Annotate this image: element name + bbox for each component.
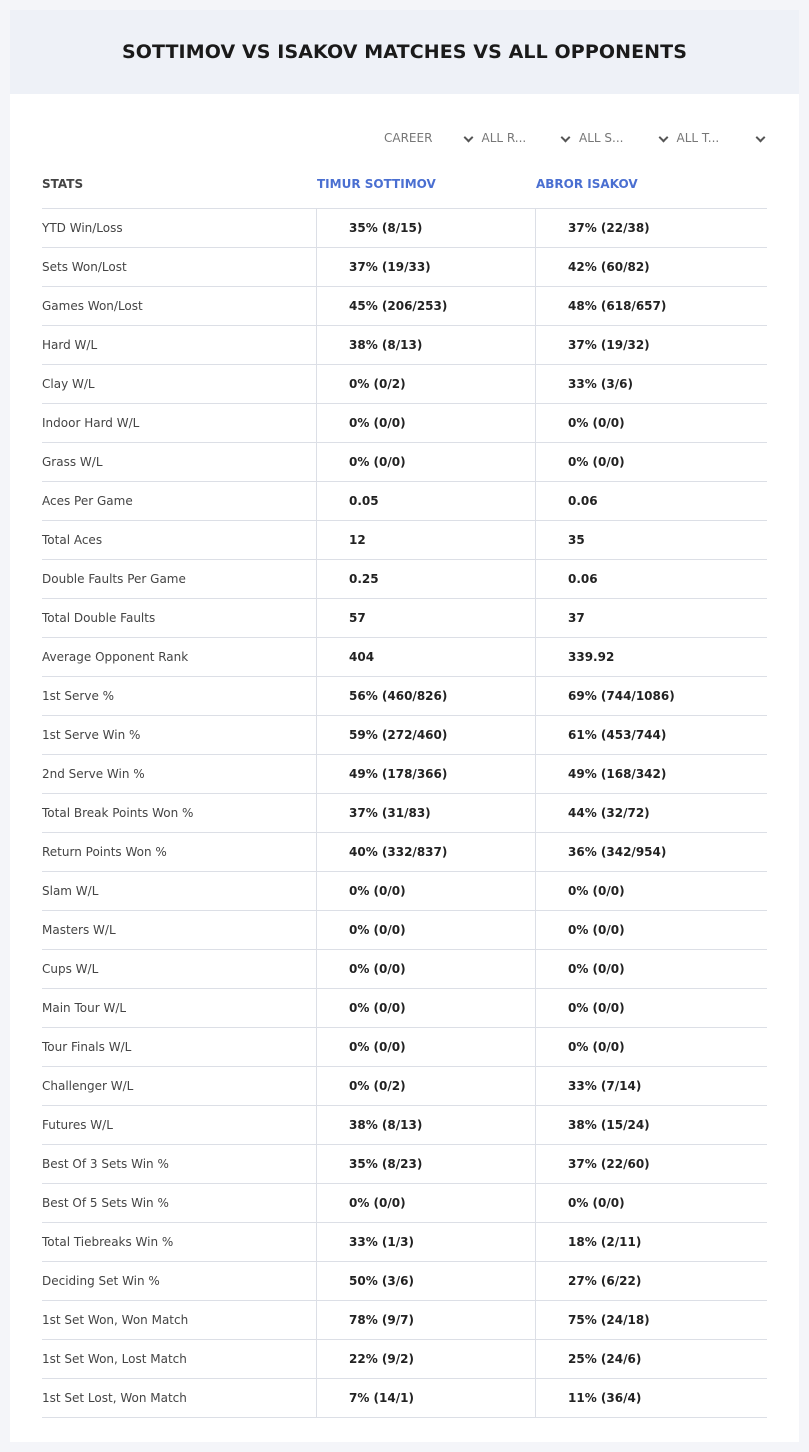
chevron-down-icon: [464, 134, 472, 142]
stat-label: 1st Set Lost, Won Match: [42, 1391, 187, 1405]
table-row: [42, 872, 767, 911]
table-row: [42, 755, 767, 794]
table-row: [42, 950, 767, 989]
player1-stat-value: 33% (1/3): [316, 1223, 535, 1261]
page-title: SOTTIMOV VS ISAKOV MATCHES VS ALL OPPONENTS: [121, 41, 688, 63]
player2-stat-value: 0% (0/0): [535, 404, 767, 442]
table-row: [42, 326, 767, 365]
stat-label: Total Break Points Won %: [42, 806, 194, 820]
player1-stat-value: 38% (8/13): [316, 1106, 535, 1144]
player2-stat-value: 0% (0/0): [535, 989, 767, 1027]
player1-stat-value: 0% (0/0): [316, 950, 535, 988]
player2-stat-value: 0.06: [535, 482, 767, 520]
stat-label: Main Tour W/L: [42, 1001, 127, 1015]
player2-stat-value: 49% (168/342): [535, 755, 767, 793]
chevron-down-icon: [659, 134, 667, 142]
player2-stat-value: 0% (0/0): [535, 872, 767, 910]
table-row: [42, 1379, 767, 1418]
table-row: [42, 1145, 767, 1184]
player1-stat-value: 0% (0/0): [316, 911, 535, 949]
player2-stat-value: 37% (22/38): [535, 209, 767, 247]
stat-label: Total Double Faults: [42, 611, 156, 625]
player1-stat-value: 0% (0/0): [316, 1028, 535, 1066]
player2-column-header[interactable]: ABROR ISAKOV: [536, 177, 638, 191]
player2-stat-value: 25% (24/6): [535, 1340, 767, 1378]
stat-label: 2nd Serve Win %: [42, 767, 145, 781]
player2-stat-value: 33% (3/6): [535, 365, 767, 403]
filter-bar: [380, 126, 770, 150]
player2-stat-value: 42% (60/82): [535, 248, 767, 286]
table-row: [42, 638, 767, 677]
stat-label: 1st Set Won, Lost Match: [42, 1352, 187, 1366]
player1-stat-value: 37% (31/83): [316, 794, 535, 832]
stat-label: YTD Win/Loss: [42, 221, 123, 235]
table-header: [42, 160, 767, 209]
table-row: [42, 911, 767, 950]
player2-stat-value: 36% (342/954): [535, 833, 767, 871]
filter-period-select[interactable]: [380, 126, 478, 150]
filter-label: ALL T...: [676, 131, 720, 145]
player1-stat-value: 35% (8/15): [316, 209, 535, 247]
player2-stat-value: 33% (7/14): [535, 1067, 767, 1105]
player1-stat-value: 0% (0/2): [316, 1067, 535, 1105]
player2-stat-value: 69% (744/1086): [535, 677, 767, 715]
table-row: [42, 677, 767, 716]
player1-stat-value: 0% (0/0): [316, 443, 535, 481]
stat-label: Best Of 3 Sets Win %: [42, 1157, 169, 1171]
table-row: [42, 833, 767, 872]
table-row: [42, 521, 767, 560]
player1-stat-value: 22% (9/2): [316, 1340, 535, 1378]
player1-stat-value: 38% (8/13): [316, 326, 535, 364]
table-body: [42, 209, 767, 1418]
stat-label: Aces Per Game: [42, 494, 133, 508]
stat-label: Games Won/Lost: [42, 299, 143, 313]
table-row: [42, 1067, 767, 1106]
filter-label: CAREER: [384, 131, 433, 145]
player1-stat-value: 12: [316, 521, 535, 559]
stat-label: Challenger W/L: [42, 1079, 134, 1093]
player2-stat-value: 38% (15/24): [535, 1106, 767, 1144]
table-row: [42, 560, 767, 599]
player2-stat-value: 27% (6/22): [535, 1262, 767, 1300]
player1-stat-value: 0% (0/0): [316, 404, 535, 442]
player2-stat-value: 35: [535, 521, 767, 559]
player1-column-header[interactable]: TIMUR SOTTIMOV: [317, 177, 436, 191]
stat-label: Masters W/L: [42, 923, 116, 937]
player1-stat-value: 78% (9/7): [316, 1301, 535, 1339]
table-row: [42, 716, 767, 755]
player1-stat-value: 37% (19/33): [316, 248, 535, 286]
stat-label: Slam W/L: [42, 884, 99, 898]
stat-label: Indoor Hard W/L: [42, 416, 140, 430]
player1-stat-value: 0% (0/0): [316, 1184, 535, 1222]
table-row: [42, 599, 767, 638]
stat-label: Tour Finals W/L: [42, 1040, 132, 1054]
player2-stat-value: 37% (22/60): [535, 1145, 767, 1183]
player2-stat-value: 48% (618/657): [535, 287, 767, 325]
player1-stat-value: 7% (14/1): [316, 1379, 535, 1417]
player1-stat-value: 57: [316, 599, 535, 637]
table-row: [42, 404, 767, 443]
stat-label: Futures W/L: [42, 1118, 113, 1132]
player2-stat-value: 37: [535, 599, 767, 637]
player2-stat-value: 0% (0/0): [535, 1028, 767, 1066]
stats-column-header: STATS: [42, 177, 84, 191]
player1-stat-value: 40% (332/837): [316, 833, 535, 871]
stat-label: Total Tiebreaks Win %: [42, 1235, 174, 1249]
table-row: [42, 1301, 767, 1340]
player1-stat-value: 0.05: [316, 482, 535, 520]
table-row: [42, 794, 767, 833]
player2-stat-value: 18% (2/11): [535, 1223, 767, 1261]
table-row: [42, 365, 767, 404]
player2-stat-value: 44% (32/72): [535, 794, 767, 832]
table-row: [42, 1262, 767, 1301]
table-row: [42, 482, 767, 521]
filter-label: ALL R...: [481, 131, 527, 145]
table-row: [42, 1340, 767, 1379]
player2-stat-value: 0% (0/0): [535, 911, 767, 949]
player1-stat-value: 59% (272/460): [316, 716, 535, 754]
stat-label: Average Opponent Rank: [42, 650, 189, 664]
player2-stat-value: 0% (0/0): [535, 443, 767, 481]
player2-stat-value: 0.06: [535, 560, 767, 598]
filter-round-select[interactable]: [478, 126, 576, 150]
player2-stat-value: 339.92: [535, 638, 767, 676]
player1-stat-value: 49% (178/366): [316, 755, 535, 793]
chevron-down-icon: [561, 134, 569, 142]
stat-label: 1st Serve %: [42, 689, 115, 703]
stat-label: 1st Set Won, Won Match: [42, 1313, 189, 1327]
stat-label: Total Aces: [42, 533, 103, 547]
stat-label: Clay W/L: [42, 377, 95, 391]
filter-label: ALL S...: [579, 131, 624, 145]
player1-stat-value: 0% (0/2): [316, 365, 535, 403]
stat-label: Best Of 5 Sets Win %: [42, 1196, 169, 1210]
table-row: [42, 209, 767, 248]
table-row: [42, 1028, 767, 1067]
player1-stat-value: 0% (0/0): [316, 872, 535, 910]
player1-stat-value: 404: [316, 638, 535, 676]
stat-label: Deciding Set Win %: [42, 1274, 160, 1288]
stats-table: [42, 160, 767, 1418]
player2-stat-value: 75% (24/18): [535, 1301, 767, 1339]
player2-stat-value: 61% (453/744): [535, 716, 767, 754]
player1-stat-value: 0.25: [316, 560, 535, 598]
player2-stat-value: 0% (0/0): [535, 950, 767, 988]
player1-stat-value: 50% (3/6): [316, 1262, 535, 1300]
player1-stat-value: 35% (8/23): [316, 1145, 535, 1183]
player2-stat-value: 37% (19/32): [535, 326, 767, 364]
player2-stat-value: 11% (36/4): [535, 1379, 767, 1417]
stat-label: Return Points Won %: [42, 845, 167, 859]
stat-label: Double Faults Per Game: [42, 572, 186, 586]
player1-stat-value: 56% (460/826): [316, 677, 535, 715]
stats-card: [10, 10, 799, 1442]
stat-label: Hard W/L: [42, 338, 98, 352]
table-row: [42, 1184, 767, 1223]
table-row: [42, 1223, 767, 1262]
table-row: [42, 443, 767, 482]
stat-label: 1st Serve Win %: [42, 728, 141, 742]
player2-stat-value: 0% (0/0): [535, 1184, 767, 1222]
table-row: [42, 248, 767, 287]
table-row: [42, 1106, 767, 1145]
table-row: [42, 287, 767, 326]
player1-stat-value: 45% (206/253): [316, 287, 535, 325]
card-header: [10, 10, 799, 94]
filter-tournament-select[interactable]: [673, 126, 771, 150]
stat-label: Cups W/L: [42, 962, 99, 976]
chevron-down-icon: [756, 134, 764, 142]
stat-label: Sets Won/Lost: [42, 260, 127, 274]
filter-surface-select[interactable]: [575, 126, 673, 150]
player1-stat-value: 0% (0/0): [316, 989, 535, 1027]
stat-label: Grass W/L: [42, 455, 103, 469]
table-row: [42, 989, 767, 1028]
